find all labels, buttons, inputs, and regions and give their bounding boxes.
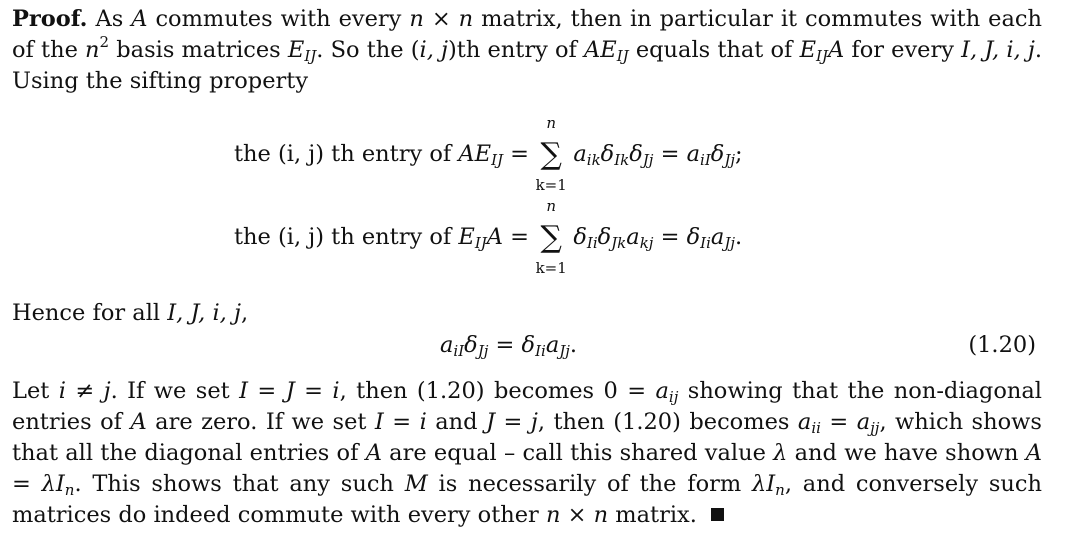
proof-label: Proof. <box>12 6 88 32</box>
equation-2-lhs-label: the (i, j) th entry of <box>234 224 452 250</box>
summation-symbol: n ∑ k=1 <box>536 140 566 170</box>
sum-upper-limit: n <box>546 114 557 132</box>
proof-block <box>12 4 1042 97</box>
equation-1-lhs-label: the (i, j) th entry of <box>234 141 452 167</box>
proof-conclusion <box>12 376 1042 531</box>
sum-upper-limit: n <box>546 197 557 215</box>
qed-square-icon <box>711 508 724 521</box>
sum-lower-limit: k=1 <box>535 259 567 277</box>
sum-lower-limit: k=1 <box>535 176 567 194</box>
summation-symbol: n ∑ k=1 <box>536 223 566 253</box>
equation-number: (1.20) <box>968 332 1036 358</box>
hence-line: Hence for all I, J, i, j, <box>12 300 249 326</box>
proof-paragraph-2: Let i ≠ j. If we set I = J = i, then (1.20) becomes $0 = a_{ij}$ showing that the non-diagonal entries of A are zero. If we set I = i and J = j, then (1.20) becomes $a_{ii} = a_{jj}$, which shows that all the diagonal entries of A are equal – call this shared value λ and we have shown $A = \lambda I_n$. This shows that any such M is necessarily of the form $\lambda I_n$, and conversely such matrices do indeed commute with every other n × n matrix. <box>12 378 1042 528</box>
proof-paragraph-1: Proof. As A commutes with every n × n matrix, then in particular it commutes with each of the $n^2$ basis matrices $E_{IJ}$. So the (i, j)th entry of $AE_{IJ}$ equals that of $E_{IJ}A$ for every I, J, i, j. Using the sifting property <box>12 6 1043 94</box>
